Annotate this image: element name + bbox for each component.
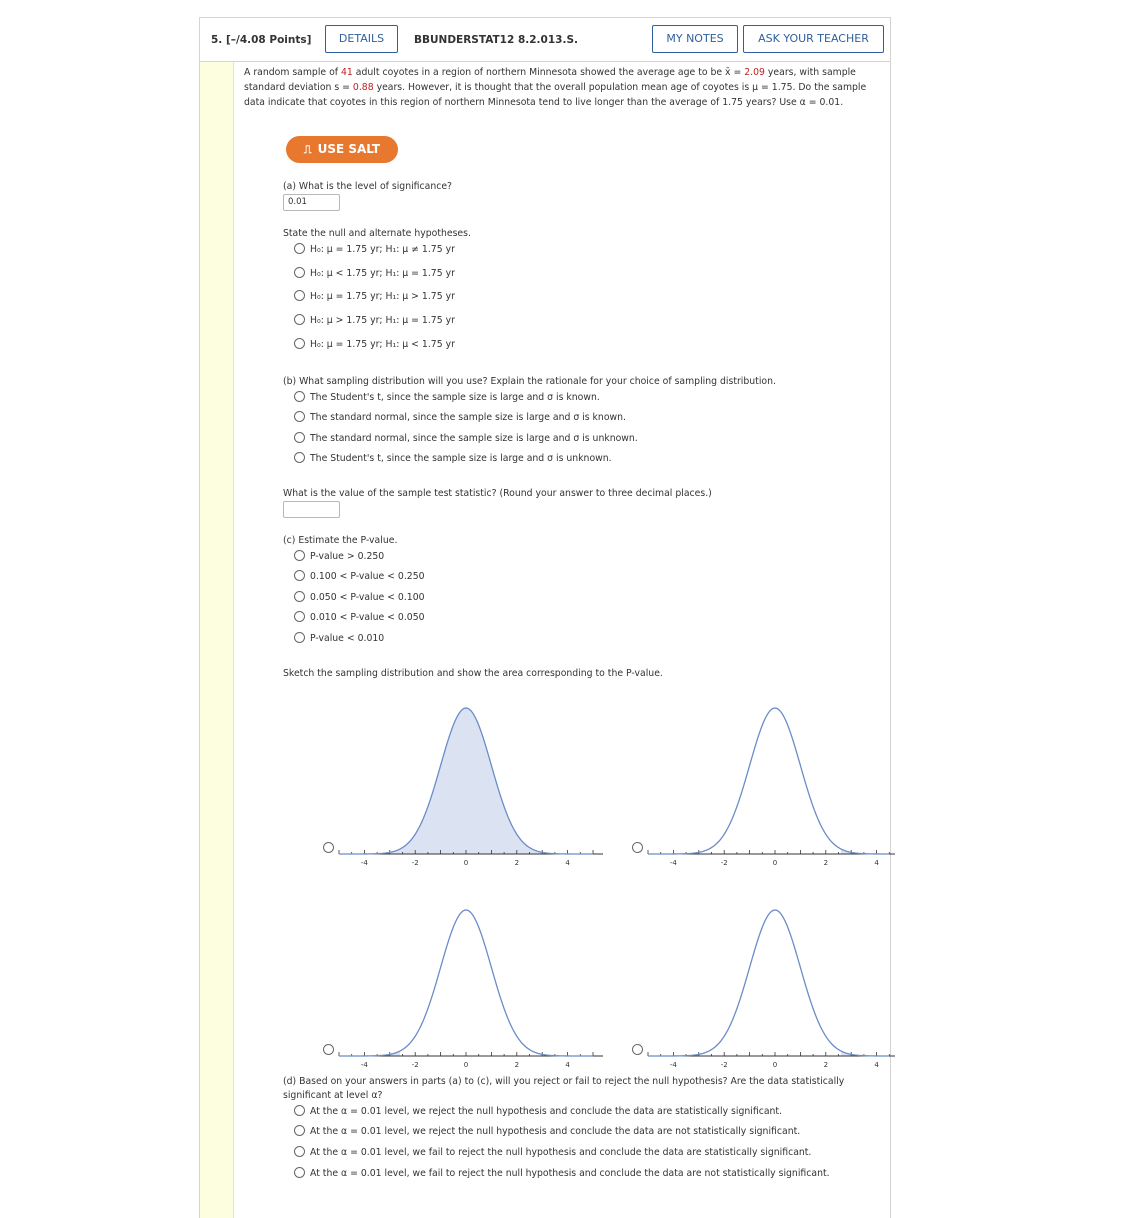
question-number: 5. [–/4.08 Points]: [211, 34, 312, 46]
normal-curve: [648, 708, 889, 854]
tick-label: 4: [874, 859, 879, 867]
radio-button[interactable]: [294, 1146, 305, 1157]
pvalue-option[interactable]: P-value > 0.250: [294, 550, 384, 564]
question-card: [199, 17, 891, 1218]
pvalue-option[interactable]: P-value < 0.010: [294, 632, 384, 646]
question-gutter: [200, 62, 234, 1218]
dist-option[interactable]: The Student's t, since the sample size is large and σ is known.: [294, 391, 600, 405]
conclusion-option[interactable]: At the α = 0.01 level, we fail to reject the null hypothesis and conclude the data are statistically significant.: [294, 1146, 811, 1160]
tick-label: -4: [360, 1061, 368, 1069]
radio-button[interactable]: [294, 1167, 305, 1178]
sample-size: 41: [341, 67, 353, 78]
plot-option-radio-4[interactable]: [632, 1044, 643, 1055]
dist-option[interactable]: The standard normal, since the sample size is large and σ is known.: [294, 411, 626, 425]
tick-label: 4: [874, 1061, 879, 1069]
conclusion-option[interactable]: At the α = 0.01 level, we reject the null hypothesis and conclude the data are not statistically significant.: [294, 1125, 800, 1139]
radio-button[interactable]: [294, 632, 305, 643]
distribution-plot-4[interactable]: [645, 888, 895, 1078]
tick-label: -2: [411, 859, 419, 867]
distribution-plot-3[interactable]: [336, 888, 606, 1078]
dist-option[interactable]: The Student's t, since the sample size is large and σ is unknown.: [294, 452, 612, 466]
conclusion-option[interactable]: At the α = 0.01 level, we reject the null hypothesis and conclude the data are statistically significant.: [294, 1105, 782, 1119]
part-d-question-line1: (d) Based on your answers in parts (a) to (c), will you reject or fail to reject the null hypothesis? Are the data statistically: [283, 1076, 845, 1087]
tick-label: 0: [772, 1061, 778, 1069]
radio-button[interactable]: [294, 570, 305, 581]
pvalue-option[interactable]: 0.050 < P-value < 0.100: [294, 591, 425, 605]
tick-label: 4: [565, 1061, 570, 1069]
radio-button[interactable]: [294, 338, 305, 349]
ask-teacher-button[interactable]: ASK YOUR TEACHER: [743, 25, 884, 53]
tick-label: 2: [514, 1061, 520, 1069]
hyp-option[interactable]: H₀: μ = 1.75 yr; H₁: μ < 1.75 yr: [294, 338, 455, 352]
plot-option-radio-2[interactable]: [632, 842, 643, 853]
normal-curve: [648, 910, 889, 1056]
part-c-question: (c) Estimate the P-value.: [283, 535, 398, 546]
problem-text: A random sample of 41 adult coyotes in a region of northern Minnesota showed the average age to be x̄ = 2.09 years, with sample standard deviation s = 0.88 years. However, it is thought that the overall population mean age of coyotes is μ = 1.75. Do the sample data indicate that coyotes in this region of northern Minnesota tend to live longer than the average of 1.75 years? Use α = 0.01.: [244, 67, 867, 108]
my-notes-button[interactable]: MY NOTES: [652, 25, 738, 53]
radio-button[interactable]: [294, 290, 305, 301]
details-button[interactable]: DETAILS: [325, 25, 398, 53]
hyp-option[interactable]: H₀: μ > 1.75 yr; H₁: μ = 1.75 yr: [294, 314, 455, 328]
sketch-prompt: Sketch the sampling distribution and show the area corresponding to the P-value.: [283, 668, 663, 679]
tick-label: 2: [823, 1061, 829, 1069]
radio-button[interactable]: [294, 411, 305, 422]
sample-sd: 0.88: [352, 81, 374, 93]
shaded-pvalue-area: [339, 708, 593, 854]
conclusion-option[interactable]: At the α = 0.01 level, we fail to reject the null hypothesis and conclude the data are not statistically significant.: [294, 1167, 830, 1181]
radio-button[interactable]: [294, 452, 305, 463]
part-b-question: (b) What sampling distribution will you use? Explain the rationale for your choice of sampling distribution.: [283, 376, 776, 387]
radio-button[interactable]: [294, 1125, 305, 1136]
radio-button[interactable]: [294, 611, 305, 622]
tick-label: 0: [463, 1061, 469, 1069]
tick-label: 0: [772, 859, 778, 867]
tick-label: 0: [463, 859, 469, 867]
distribution-plot-1[interactable]: [336, 686, 606, 876]
distribution-plot-2[interactable]: [645, 686, 895, 876]
radio-button[interactable]: [294, 391, 305, 402]
tick-label: 2: [823, 859, 829, 867]
radio-button[interactable]: [294, 1105, 305, 1116]
tick-label: 4: [565, 859, 570, 867]
test-stat-input[interactable]: [283, 501, 340, 518]
radio-button[interactable]: [294, 432, 305, 443]
radio-button[interactable]: [294, 267, 305, 278]
sample-mean: 2.09: [744, 67, 765, 78]
hyp-option[interactable]: H₀: μ = 1.75 yr; H₁: μ > 1.75 yr: [294, 290, 455, 304]
pvalue-option[interactable]: 0.010 < P-value < 0.050: [294, 611, 425, 625]
plot-option-radio-3[interactable]: [323, 1044, 334, 1055]
salt-calculator-icon: ⎍: [303, 143, 312, 156]
significance-input[interactable]: 0.01: [283, 194, 340, 211]
radio-button[interactable]: [294, 243, 305, 254]
part-a-question: (a) What is the level of significance?: [283, 181, 452, 192]
hyp-option[interactable]: H₀: μ < 1.75 yr; H₁: μ = 1.75 yr: [294, 267, 455, 281]
normal-curve: [339, 910, 593, 1056]
hyp-option[interactable]: H₀: μ = 1.75 yr; H₁: μ ≠ 1.75 yr: [294, 243, 455, 257]
tick-label: -4: [360, 859, 368, 867]
use-salt-button[interactable]: ⎍ USE SALT: [286, 136, 398, 163]
tick-label: 2: [514, 859, 520, 867]
tick-label: -4: [669, 859, 677, 867]
question-header: [200, 18, 890, 62]
dist-option[interactable]: The standard normal, since the sample size is large and σ is unknown.: [294, 432, 638, 446]
plot-option-radio-1[interactable]: [323, 842, 334, 853]
radio-button[interactable]: [294, 550, 305, 561]
tick-label: -4: [669, 1061, 677, 1069]
question-code: BBUNDERSTAT12 8.2.013.S.: [414, 34, 578, 46]
tick-label: -2: [720, 859, 728, 867]
part-d-question-line2: significant at level α?: [283, 1090, 383, 1101]
hypotheses-prompt: State the null and alternate hypotheses.: [283, 228, 471, 239]
tick-label: -2: [411, 1061, 419, 1069]
tick-label: -2: [720, 1061, 728, 1069]
test-stat-question: What is the value of the sample test statistic? (Round your answer to three decimal places.): [283, 488, 712, 499]
radio-button[interactable]: [294, 314, 305, 325]
radio-button[interactable]: [294, 591, 305, 602]
pvalue-option[interactable]: 0.100 < P-value < 0.250: [294, 570, 425, 584]
